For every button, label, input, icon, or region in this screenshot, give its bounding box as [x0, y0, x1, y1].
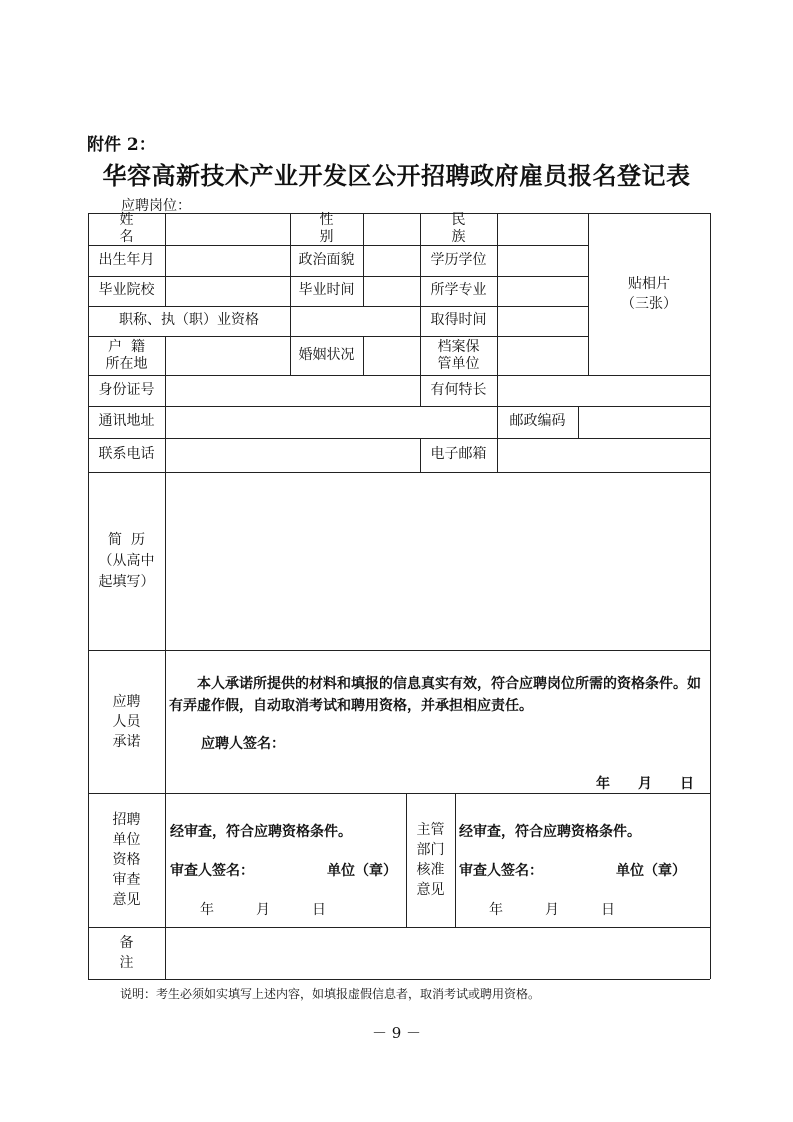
dept-review-result: 经审查，符合应聘资格条件。 [459, 824, 641, 840]
label-grad-time: 毕业时间 [298, 282, 355, 299]
label-political: 政治面貌 [298, 251, 355, 268]
label-obtain-time: 取得时间 [430, 312, 487, 329]
unit-review-date: 年 月 日 [200, 902, 326, 918]
label-hukou: 户 籍 所在地 [105, 338, 148, 372]
dept-stamp-label: 单位（章） [616, 863, 686, 879]
label-address: 通讯地址 [98, 413, 155, 430]
page-number: － 9 － [371, 1024, 422, 1042]
dept-reviewer-label: 审查人签名： [459, 863, 543, 879]
footer-note: 说明：考生必须如实填写上述内容，如填报虚假信息者，取消考试或聘用资格。 [120, 987, 541, 1001]
label-marital: 婚姻状况 [298, 346, 355, 363]
label-id-no: 身份证号 [98, 381, 155, 398]
label-skills: 有何特长 [430, 381, 487, 398]
photo-box: 贴相片 （三张） [621, 276, 677, 312]
label-unit-review: 招聘 单位 资格 审查 意见 [112, 812, 141, 908]
pledge-signature-label: 应聘人签名： [201, 736, 285, 752]
dept-review-date: 年 月 日 [489, 902, 615, 918]
post-label: 应聘岗位： [121, 198, 191, 214]
form-title: 华容高新技术产业开发区公开招聘政府雇员报名登记表 [102, 161, 691, 190]
unit-stamp-label: 单位（章） [327, 863, 397, 879]
label-archive: 档案保 管单位 [437, 338, 480, 372]
label-major: 所学专业 [430, 282, 487, 299]
unit-review-result: 经审查，符合应聘资格条件。 [170, 824, 352, 840]
label-gender: 性 别 [319, 211, 348, 245]
label-remarks: 备 注 [119, 935, 134, 971]
unit-reviewer-label: 审查人签名： [170, 863, 254, 879]
label-qualification: 职称、执（职）业资格 [119, 312, 259, 329]
label-resume: 简 历 （从高中 起填写） [98, 531, 155, 590]
attachment-label: 附件 2： [87, 135, 156, 155]
label-birth: 出生年月 [98, 251, 155, 268]
label-degree: 学历学位 [430, 251, 487, 268]
pledge-text: 本人承诺所提供的材料和填报的信息真实有效，符合应聘岗位所需的资格条件。如有弄虚作假，自动取消考试和聘用资格，并承担相应责任。 [169, 676, 701, 714]
label-pledge: 应聘 人员 承诺 [112, 693, 141, 750]
label-email: 电子邮箱 [430, 446, 487, 463]
label-name: 姓 名 [119, 211, 154, 245]
label-phone: 联系电话 [98, 446, 155, 463]
label-postcode: 邮政编码 [509, 413, 566, 430]
pledge-date: 年 月 日 [596, 776, 694, 792]
label-ethnicity: 民 族 [451, 211, 480, 245]
label-dept-review: 主管 部门 核准 意见 [416, 822, 445, 898]
label-school: 毕业院校 [98, 282, 155, 299]
